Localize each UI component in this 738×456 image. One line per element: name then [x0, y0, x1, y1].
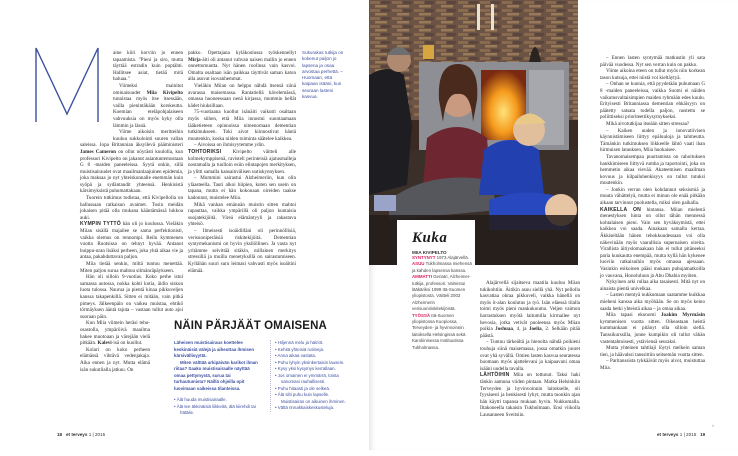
section-lead-in: KAIKELLA ON [600, 206, 642, 213]
paragraph: – Kaiken uuden ja innovatiivisen käynnistämiseen liittyy epäluuloja ja tahmeutta. Tämänkin tutkimuksen liikkeelle lähtö vaati ihan hirmuisen latauksen, Miia huokaisee. [600, 127, 705, 154]
person-name: Joelia [528, 326, 542, 333]
paragraph: – Mummini sairastui Alzheimeriin, kun olin yläasteella. Tauti alkoi hiipien, kuten sen usein on tapana, mutta ei hän kokonaan oireiden taakse kadonnut, muistelee Miia. [188, 175, 296, 202]
paragraph: Tuorein tutkimus todistaa, että Kivipellolla on hallussaan ratkaisun avaimet. Tosin meidän jokaisen pitää olla mukana kääntämässä lukkoa auki. [80, 195, 183, 221]
box-intro: Läheisen muistisairaus koettelee keskinäisiä välejä ja aiheuttaa ihmisen kärsivällisyyttä. [174, 340, 255, 358]
paragraph: – Ennen lasten syntymää matkustin yli sata päivää vuodessa. Nyt sen verran kuin on pakko. [600, 55, 705, 68]
article-column-4 [600, 55, 705, 372]
who-facts [412, 255, 475, 351]
fact-label: AMMATTI [412, 274, 432, 280]
paragraph: Viime aikoisin meritteihin kuuluu sukkulointi suuren vallan saleissa. Jopa Britannian äksyilevä pääministeri James Cameron on ollut nöyrästi kuulolla, kun professori Kivipelto on jakanut asiantuntemustaan G 8 -maiden paneeleissa. Syytä onkin, sillä muistisairaudet ovat maailmanlaajuinen epidemia, joka maksaa jo nyt yhteiskunnalle enemmän kuin syöpä ja sydäntaudit yhteensä. Henkisistä kärsimyksistä puhumattakaan. [80, 129, 183, 195]
paragraph: Tavanomaisempaa puurtamista on rahoituksen hankkimiseen liittyvä rumba ja raportointi, joka on hemmetin aikaa vievää. Akateemisen maailman kovuus ja kilpailuhenkisyys on tullut tutuksi muutenkin. [600, 153, 705, 187]
paragraph: Miia tapasi ekonomi Joakim Myrmäsin kymmenisen vuotta sitten. Oikeastaan heistä kummankaan ei pitänyt olla silloin siellä. Tanssikurssilla, jonne kumpikin oli tullut vähän vastentahtoisesti, ystäviensä seuraksi. [600, 312, 705, 345]
paragraph: Mikä aivotutkijaa itseään sitten stressaa? [606, 120, 690, 127]
paragraph: – Onhan se kunnia, että pyydetään puhumaan G 8 -maiden paneeleissa, vaikka Suomi ei näiden vaikutusvaltaisimpien maiden ryhmään edes kuulu. Erityisesti Britanniassa dementian ehkäisyyn on päätetty satsata todella paljon, nostettu se poliittiseksi prioriteettikysymykseksi. [600, 81, 705, 121]
paragraph: Vieläkin Miian on helppo nähdä itsensä siinä avarassa maisemassa. Rantatiellä kävelemässä, omassa huoneessaan nenä kirjassa, mummin hellät kädet hiuksillaan. [188, 82, 296, 109]
fact-label: TYÖSSÄ [412, 312, 431, 318]
box-title: NÄIN PÄRJÄÄT OMAISENA [174, 320, 327, 332]
magazine-name: et terveys [65, 432, 88, 437]
tips-list-left [174, 397, 262, 417]
paragraph: Viime aikoina eteen on tullut myös niin korkean tason kutsuja, ettei niistä voi kieltäytyä. [600, 68, 705, 81]
page-number: 18 [57, 432, 63, 437]
section-lead-in: LÄHTÖIHIN [480, 372, 510, 379]
paragraph: – Ilmeisesti isoäidilläni oli perinnöllisiä, verisuoniperäisiä riskitekijöitä. Dementian syntymekanismi on hyvin yksilöllinen. Ja vasta nyt yritämme selvittää sitäkin, millainen merkitys stressillä ja muilla menetyksillä on sairastumiseen. Kyllähän suuri suru leimasi vahvasti myös isoäitini elämää. [188, 228, 296, 274]
paragraph: – Jonkin verran olen kohdannut seksismiä ja muuta vähättelyä, mutta ei minun ole enää pitkään aikaan tarvinnut puolustella, miksi olen paikalla. [600, 186, 705, 207]
person-name: Joakim Myrmäsin [661, 312, 705, 319]
person-name: Joshuaa [495, 326, 513, 333]
who-title: Kuka [412, 230, 448, 246]
paragraph: – Tuntuu tärkeältä ja hienolta nähdä poikieni touhuja siinä maisemassa, jossa omatkin juuret ovat yhä syvällä. Omien lasten kasvua seuratessa huomaan myös ajattelevani ja kaipaavani omaa isääni uudella tavalla. [480, 339, 581, 372]
pull-quote: Sukurakas tutkija on kokenut paljon jo lapsena ja osaa arvostaa perhettä. – Huomaan, että kaipaan isääni, kun seuraan lasteni kasvua. [302, 50, 344, 100]
who-fact: TYÖSSÄ Itä-Suomen yliopistossa Kuopiossa, Terveyden- ja hyvinvoinnin laitoksella Helsingissä sekä Karoliinisessa Instituutissa Tukholmassa. [412, 312, 466, 350]
tip-item: • Vältä rinnakkaiskeskusteluja. [275, 405, 348, 412]
who-fact: ASUU Tukholmassa miehensä ja kahden lapsensa kanssa. [412, 261, 472, 273]
tip-item: • Anna aikaa vastata. [275, 353, 348, 360]
person-name: Miia Kivipelto [146, 89, 183, 96]
left-page [0, 0, 369, 450]
paragraph: Miia tietää senkin, miltä tuntuu menettää. Miten paljon surua mahtuu silmänräpäykseen. [80, 261, 183, 274]
person-name: Kalevi [97, 340, 112, 347]
magazine-name: et terveys [657, 432, 679, 437]
paragraph: TOHTORIKSI Kivipelto väitteli alle kolmekymppisenä, ravisteli perinteisiä ajatusmalleja nostamalla ja tuolloin esiin elintapojen merkityksen, ja ylitti samalla kansainvälisen uutiskynnyksen. [188, 148, 296, 175]
tip-item: • Puhu lyhyin yksinkertaisin lausein. [275, 360, 348, 367]
issue: 1 | 2015 [679, 432, 697, 437]
paragraph: Hän oli silloin 9-vuotias. Koko perhe istui samassa autossa, nokka kohti kotia, äidin siskon luota tulossa. Naurua ja pientä kinaa pikkuveljen kanssa takapenkillä. Sitten ei mitään, vain pitkä pimeys. Jälkeenpäin on vaikea muistaa, ehtikö törmäyksen ääntä tajuta – vastaan tullut auto ajoi suoraan päin. [80, 274, 183, 320]
fact-label: SYNTYNYT [412, 255, 436, 260]
tip-item: • Jos omainen ei ymmärrä, toista sanomasi rauhallisesti. [275, 373, 348, 386]
person-name: Mirja [188, 56, 201, 63]
paragraph: aine kiiri korviin jo ennen tapaamista. "Pieni ja siro, mutta täyttää estradin kuin poptähti. Hallitsee asiat, tietää mitä haluaa." [113, 50, 183, 83]
who-fact: SYNTYNYT 1973 Alajärvellä. [412, 255, 469, 260]
paragraph: Mikä vanhan emännän muistin sitten mahtoi rapauttaa, vaikka ympärillä oli paljon kuntaisia suojatekijöitä. Vireä elämäntyyli ja rakastava yhteisö. [188, 201, 296, 228]
tip-item: • Älä silti puhu kuin lapselle. Muistisairas on aikuinen ihminen. [275, 392, 348, 405]
tip-item: • Puhu hitaasti ja ole selkeä. [275, 386, 348, 393]
page-number: 19 [700, 432, 706, 437]
paragraph: pakko. Opettajana kyläkoulussa työskennellyt Mirja-äiti oli antanut vahvan naisen mallin jo ennen onnettomuutta. Nyt hänen roolinsa vain kasvoi. Omalta osaltaan isän paikkaa täyttivät saman katon alla asuvat isovanhemmat. [188, 50, 296, 83]
paragraph: – Lasten mentyä nukkumaan saatamme kuikkaa mieheni kanssa aika myöhään. Se on myös keino saada hetki yhteistä aikaa – ja omaa aikaa. [600, 292, 705, 312]
paragraph: 75-vuotiaana kuollut isänäiti vaikutti osaltaan myös siihen, että Miia innostui suuntaamaan lääketieteen opinnoissa nimenomaan dementian tutkimukseen. Toki aivot kiinnostivat häntä muutenkin, koska niiden toiminta säätelee kaikkea. [188, 109, 296, 142]
box-left-column [174, 340, 262, 417]
paragraph: – Paritanssista tykkäävät myös aivot, muistuttaa Miia. [600, 358, 705, 371]
person-name: James Cameron [80, 148, 116, 155]
tip-item: • Kysy yksi kysymys kerrallaan. [275, 366, 348, 373]
who-fact: AMMATTI Geriatri, Alzheimer-tutkija, professori. Valmistui lääkäriksi 1999 Itä-Suomen yliopistosta. Väitteli 2002 Alzheimerin verisuoniriskitekijöistä. [412, 274, 471, 312]
tip-item: • Älä tee äkkinäisiä liikkeitä, älä kiirehdi tai hätäile. [174, 404, 262, 417]
paragraph: Kolari on koko perheen elämässä vihtävä vedenjakaja. Aika ennen ja nyt. Mutta elämä isän sukutilalla jatkuu. On [80, 346, 150, 373]
paragraph: Mutta yhteinen tahtilaji löytyi melkein saman tien, ja häävalssi tanssittiin seitsemän vuotta sitten. [600, 345, 705, 358]
issue: 1 | 2015 [88, 432, 106, 437]
footer-right [657, 432, 705, 437]
paragraph: Kun Miia viimein heräsi teho-osastolla, ympäröivä maailma hakee muotoaan ja värejään vielä pitkään. Kalevi-isä on kuollut. [80, 320, 150, 347]
article-column-2 [188, 50, 296, 274]
paragraph: Nykyinen arki rullaa aika tasaisesti. Mitä nyt on ainaista pientä univelkaa. [600, 279, 705, 292]
tip-item: • Hiljennä melu ja häiriöt. [275, 340, 348, 347]
caregiver-tips-box [158, 318, 348, 430]
fact-label: ASUU [412, 261, 425, 267]
who-name: MIIA KIVIPELTO [412, 250, 447, 255]
tip-item: • Kehitä yhteisiä rutiineja. [275, 347, 348, 354]
footer-left [57, 432, 105, 437]
paragraph: LÄHTÖIHIN Miia on tottunut. Taksi haki tänkin aamuna viiden pintaan. Matka Helsinkiin Terveyden ja hyvinvoinnin laitokselle, oli fyysisesti ja henkisesti lyhyt, mutta tuonkin ajan hän käytti tapansa mukaan hyvin. Nukkumalla. Iltakoneella takaisin Tukholmaan. Ensi viikolla Lausanneen Sveitsiin. [480, 372, 580, 418]
right-page [369, 0, 738, 450]
who-box [397, 220, 475, 400]
tip-item: • Älä huuda muistisairaalle. [174, 397, 262, 404]
tips-list-right [275, 340, 348, 412]
paragraph: KYMPIN TYTTÖ hän oli jo koulussa. Vieläkin Miian sisällä majailee se sama perfektionisti, vaikka olemus on rennompi. Reilu kymmenen vuotta Ruotsissa on tehnyt hyvää. Antanut huippu-uran lisäksi perheen, joka yhtä aikaa vie ja antaa, pakahduttavan paljon. [80, 221, 183, 261]
paragraph: Alajärvellä sijaitseva maatila kuuluu Miian tukikohtiin. Äitikin asuu siellä yhä. Nyt pellolla kasvattaa ohraa pikkuveli, vaikka hänellä on myös it-alan koulutus ja työ. Isän eläessä tilalla toimi myös pieni mankukoumo. Veljen vaimon harrastuksen myötä laitumilla kirmailee nyt hevosia, jotka vetivät puoleensa myös Miian poikia Joshuaa, 4, ja Joelia, 2. Selkään pitää päästä. [480, 280, 580, 339]
box-right-column [270, 340, 348, 412]
paragraph: Viimeksi mainitut ominaisuudet Miia Kivipelto tunnistaa myös itse itsessään, vailla pienintäkään korskeutta. Koemian eteläpohjalaiseen vahvuuksia on myös kyky olla lämmin ja läsnä. [113, 82, 183, 129]
section-lead-in: TOHTORIKSI [188, 148, 222, 155]
box-intro-2: Miten välttää arkipäivän karikot ilman riitaa? Saako muistisairaalle näyttää omaa pettymystä, surua tai turhautumista? Näillä ohjeilla opit luovimaan vaikeissa tilanteissa. [174, 359, 258, 391]
section-lead-in: KYMPIN TYTTÖ [80, 221, 121, 228]
article-column-3 [480, 280, 580, 418]
end-mark: › [712, 423, 714, 429]
paragraph: KAIKELLA ON hintansa. Miian mielestä menestyksen hinta on ollut tähän mennessä kohtalaisen pieni. Vain sen hyväksymistä, ettei kaikkea voi saada. Ainakaan samalla kertaa. Äkkiseltään hänen tehokkuudessaan voi olla näkevinään myös vaarallisia supernaisen oireita. Virallista äitiyslomaakaan hän ei tullut pitäneeksi paria kuukautta enempää, mutta kyllä hän kykenee luoviin ratkaisuihin myös omassa ajessaan. Vasinkin esikoinen pääsi mukaan puhujamatkoilla jo vauvana, Honoluluun ja Abu Dhabia myöten. [600, 206, 705, 279]
paragraph: – Aivoissa on ihmisyytemme ydin. [194, 142, 265, 149]
